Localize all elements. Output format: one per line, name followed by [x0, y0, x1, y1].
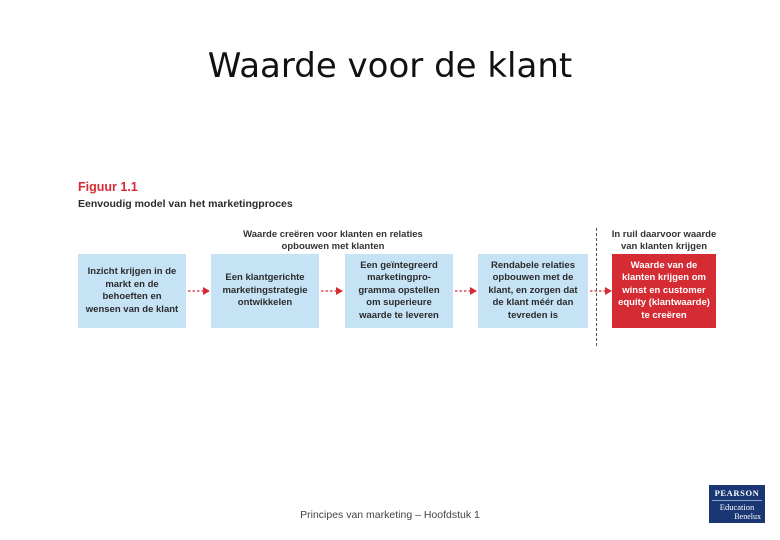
- create-value-label: [226, 229, 440, 253]
- capture-value-label: [606, 229, 722, 253]
- capture-value-label-line: In ruil daarvoor waarde: [611, 229, 717, 240]
- step-text-line: klant, en zorgen dat: [488, 284, 578, 296]
- flow-arrow-icon: [320, 284, 344, 298]
- flow-arrow-icon: [187, 284, 211, 298]
- step-text-line: equity (klantwaarde): [618, 297, 710, 309]
- step-text-line: te creëren: [641, 309, 687, 321]
- step-text-line: marketingpro-: [367, 272, 431, 284]
- figure-label: Figuur 1.1: [78, 180, 138, 194]
- flow-arrow-icon: [589, 284, 613, 298]
- step-capture-value: [612, 254, 716, 328]
- step-text-line: Een geïntegreerd: [360, 259, 438, 271]
- step-develop-strategy: [211, 254, 319, 328]
- pearson-logo: [709, 485, 765, 523]
- step-text-line: markt en de: [105, 278, 159, 290]
- step-marketing-program: [345, 254, 453, 328]
- logo-line-education: Education: [719, 502, 755, 512]
- step-text-line: tevreden is: [507, 309, 559, 321]
- step-text-line: opbouwen met de: [492, 272, 574, 284]
- logo-brand: PEARSON: [712, 485, 762, 501]
- step-text-line: gramma opstellen: [358, 284, 440, 296]
- step-text-line: om superieure: [366, 297, 432, 309]
- create-value-label-line: opbouwen met klanten: [281, 241, 385, 252]
- step-text-line: de klant méér dan: [492, 297, 574, 309]
- flow-arrow-icon: [454, 284, 478, 298]
- create-value-label-line: Waarde creëren voor klanten en relaties: [243, 229, 423, 240]
- slide-title: Waarde voor de klant: [207, 46, 573, 86]
- step-text-line: Waarde van de: [630, 259, 698, 271]
- step-text-line: winst en customer: [622, 284, 706, 296]
- step-text-line: wensen van de klant: [85, 303, 179, 315]
- figure-caption: Eenvoudig model van het marketingproces: [78, 198, 293, 210]
- logo-line-benelux: Benelux: [734, 512, 761, 521]
- capture-value-label-line: van klanten krijgen: [620, 241, 708, 252]
- step-text-line: waarde te leveren: [359, 309, 439, 321]
- step-text-line: marketingstrategie: [222, 284, 308, 296]
- step-text-line: ontwikkelen: [237, 297, 293, 309]
- step-text-line: behoeften en: [102, 291, 162, 302]
- slide-footer: Principes van marketing – Hoofdstuk 1: [300, 509, 480, 521]
- step-understand-market: [78, 254, 186, 328]
- step-text-line: Rendabele relaties: [491, 259, 575, 271]
- step-text-line: Een klantgerichte: [225, 272, 305, 284]
- step-text-line: Inzicht krijgen in de: [87, 266, 177, 277]
- step-build-relationships: [478, 254, 588, 328]
- step-text-line: klanten krijgen om: [622, 272, 706, 284]
